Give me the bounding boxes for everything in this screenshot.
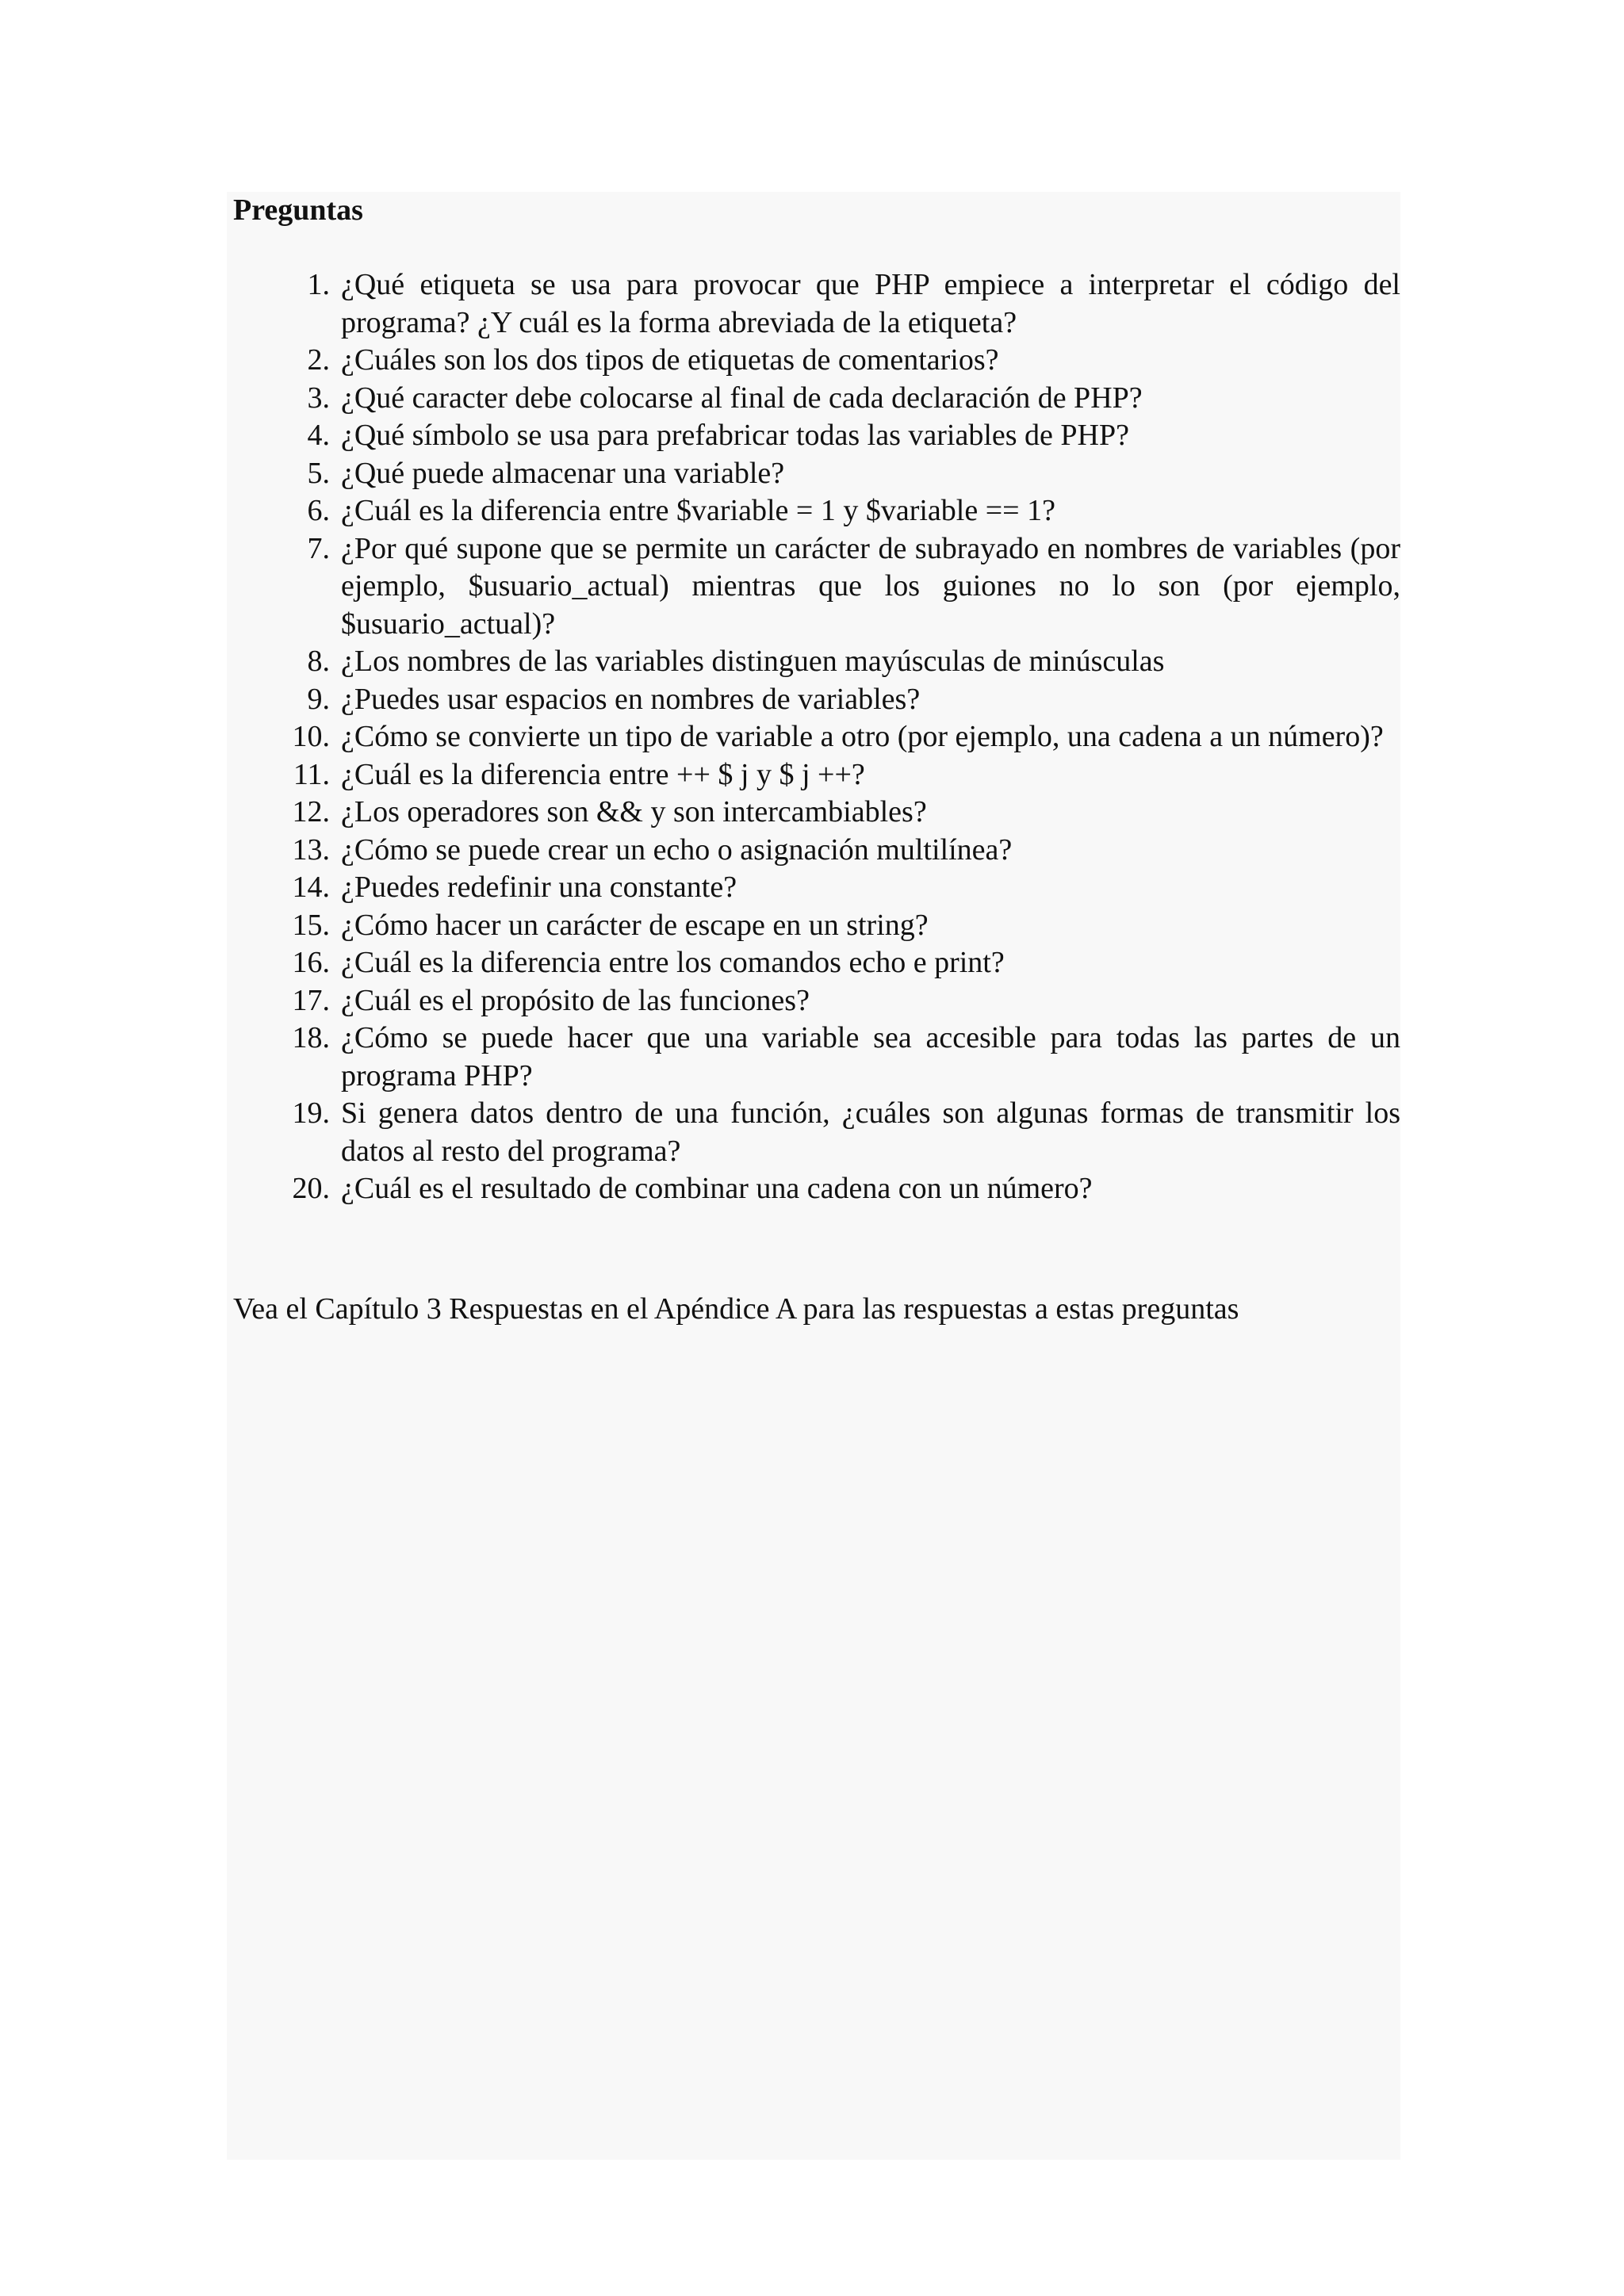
question-number: 4.	[307, 419, 330, 452]
question-item	[274, 492, 1400, 530]
question-text: ¿Los nombres de las variables distinguen mayúsculas de minúsculas	[341, 645, 1165, 678]
question-item	[274, 1170, 1400, 1208]
question-text: ¿Puedes usar espacios en nombres de variables?	[341, 682, 921, 716]
question-text: ¿Cómo se puede crear un echo o asignación multilínea?	[341, 832, 1013, 867]
question-text: ¿Cuál es el resultado de combinar una cadena con un número?	[341, 1172, 1093, 1205]
question-text: Si genera datos dentro de una función, ¿cuáles son algunas formas de transmitir los datos al resto del programa?	[341, 1096, 1400, 1168]
question-item	[274, 907, 1400, 945]
question-item	[274, 1095, 1400, 1170]
question-text: ¿Los operadores son && y son intercambiables?	[341, 795, 927, 828]
question-number: 3.	[307, 381, 330, 415]
answers-reference-note: Vea el Capítulo 3 Respuestas en el Apéndice A para las respuestas a estas preguntas	[233, 1292, 1239, 1326]
question-number: 20.	[292, 1172, 330, 1205]
question-text: ¿Cómo se convierte un tipo de variable a otro (por ejemplo, una cadena a un número)?	[341, 720, 1384, 753]
question-number: 11.	[293, 757, 330, 791]
question-item	[274, 643, 1400, 681]
question-item	[274, 1020, 1400, 1095]
question-number: 7.	[307, 531, 330, 565]
question-number: 13.	[292, 832, 330, 867]
question-item	[274, 794, 1400, 832]
question-number: 8.	[307, 645, 330, 678]
question-number: 5.	[307, 456, 330, 490]
question-item	[274, 832, 1400, 870]
question-item	[274, 455, 1400, 493]
question-item	[274, 266, 1400, 342]
question-number: 2.	[307, 343, 330, 377]
question-item	[274, 417, 1400, 455]
question-text: ¿Puedes redefinir una constante?	[341, 871, 737, 904]
question-text: ¿Cuáles son los dos tipos de etiquetas de comentarios?	[341, 343, 999, 377]
question-list	[274, 266, 1400, 1208]
question-number: 17.	[292, 983, 330, 1017]
question-text: ¿Cómo se puede hacer que una variable sea accesible para todas las partes de un programa PHP?	[341, 1021, 1400, 1093]
page-title: Preguntas	[233, 193, 363, 227]
question-item	[274, 342, 1400, 380]
question-item	[274, 530, 1400, 644]
question-item	[274, 380, 1400, 418]
question-number: 14.	[292, 871, 330, 904]
question-text: ¿Cuál es la diferencia entre los comandos echo e print?	[341, 946, 1005, 979]
question-item	[274, 982, 1400, 1020]
question-text: ¿Qué caracter debe colocarse al final de cada declaración de PHP?	[341, 381, 1143, 415]
question-number: 16.	[292, 946, 330, 979]
question-item	[274, 718, 1400, 756]
question-number: 18.	[292, 1021, 330, 1054]
question-number: 15.	[292, 908, 330, 942]
question-text: ¿Cuál es la diferencia entre ++ $ j y $ j ++?	[341, 757, 865, 791]
question-item	[274, 869, 1400, 907]
question-number: 1.	[307, 268, 330, 301]
question-item	[274, 681, 1400, 719]
question-number: 10.	[292, 720, 330, 753]
question-number: 19.	[292, 1096, 330, 1130]
question-text: ¿Qué símbolo se usa para prefabricar todas las variables de PHP?	[341, 419, 1129, 452]
question-number: 6.	[307, 494, 330, 527]
question-text: ¿Qué etiqueta se usa para provocar que PHP empiece a interpretar el código del programa? ¿Y cuál es la forma abreviada de la etiqueta?	[341, 268, 1400, 339]
question-item	[274, 756, 1400, 794]
question-item	[274, 944, 1400, 982]
question-text: ¿Qué puede almacenar una variable?	[341, 456, 785, 490]
question-text: ¿Cuál es la diferencia entre $variable = 1 y $variable == 1?	[341, 494, 1055, 527]
question-text: ¿Por qué supone que se permite un carácter de subrayado en nombres de variables (por ejemplo, $usuario_actual) mientras que los guiones no lo son (por ejemplo, $usuario_actual)?	[341, 531, 1400, 641]
question-text: ¿Cómo hacer un carácter de escape en un string?	[341, 908, 929, 942]
question-number: 9.	[307, 682, 330, 716]
question-text: ¿Cuál es el propósito de las funciones?	[341, 983, 810, 1017]
question-number: 12.	[292, 795, 330, 828]
